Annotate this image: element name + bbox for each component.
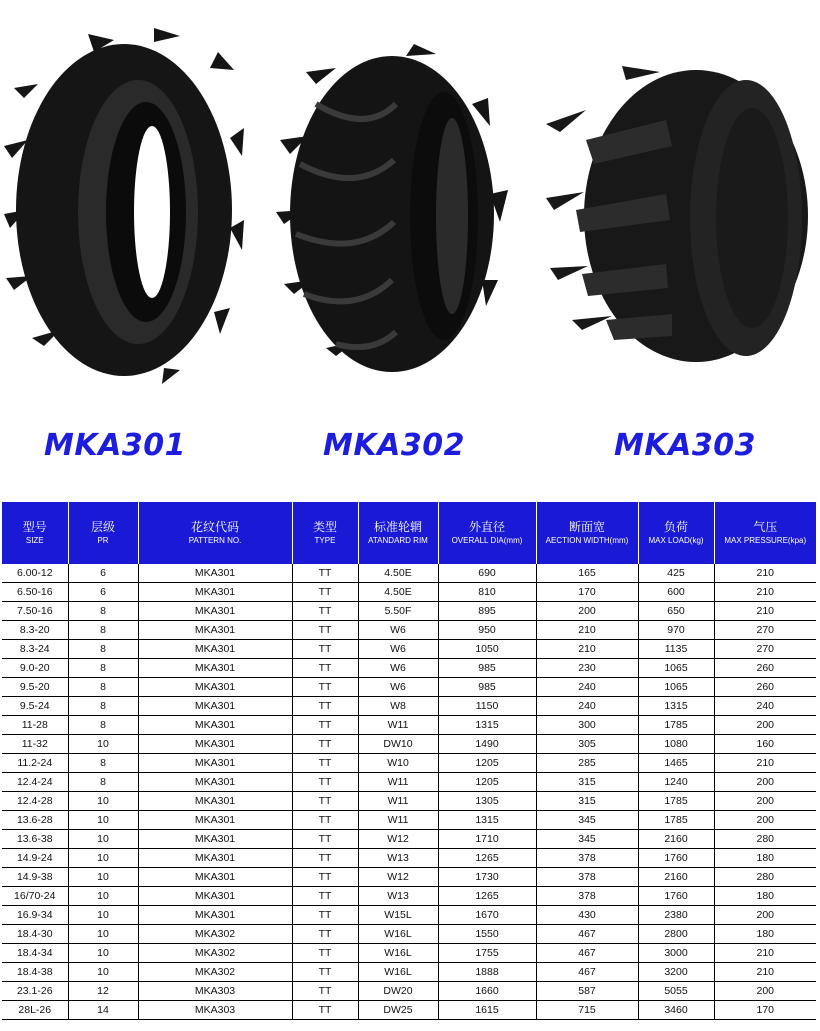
cell-section-width: 210	[536, 640, 638, 659]
cell-section-width: 170	[536, 583, 638, 602]
cell-max-load: 1785	[638, 792, 714, 811]
tire-mka302-image	[276, 44, 508, 384]
cell-max-pressure: 260	[714, 659, 816, 678]
cell-max-pressure: 270	[714, 621, 816, 640]
cell-pattern: MKA301	[138, 792, 292, 811]
cell-max-pressure: 200	[714, 982, 816, 1001]
cell-type: TT	[292, 602, 358, 621]
cell-type: TT	[292, 1001, 358, 1020]
cell-pattern: MKA301	[138, 659, 292, 678]
cell-pr: 10	[68, 735, 138, 754]
cell-size: 18.4-38	[2, 963, 68, 982]
cell-pattern: MKA301	[138, 697, 292, 716]
cell-rim: W8	[358, 697, 438, 716]
cell-pr: 10	[68, 925, 138, 944]
cell-pr: 10	[68, 868, 138, 887]
header-overall-dia	[438, 502, 536, 564]
cell-section-width: 345	[536, 830, 638, 849]
cell-type: TT	[292, 659, 358, 678]
cell-size: 8.3-24	[2, 640, 68, 659]
cell-overall-dia: 950	[438, 621, 536, 640]
cell-type: TT	[292, 735, 358, 754]
cell-max-pressure: 240	[714, 697, 816, 716]
cell-section-width: 378	[536, 887, 638, 906]
table-row	[2, 678, 816, 697]
cell-max-pressure: 180	[714, 925, 816, 944]
cell-overall-dia: 1670	[438, 906, 536, 925]
cell-max-pressure: 210	[714, 583, 816, 602]
table-row	[2, 792, 816, 811]
cell-rim: W16L	[358, 944, 438, 963]
cell-pr: 8	[68, 754, 138, 773]
cell-pattern: MKA301	[138, 754, 292, 773]
cell-max-pressure: 210	[714, 963, 816, 982]
cell-size: 11-28	[2, 716, 68, 735]
cell-section-width: 165	[536, 564, 638, 583]
cell-type: TT	[292, 906, 358, 925]
cell-pattern: MKA301	[138, 678, 292, 697]
table-row	[2, 963, 816, 982]
header-cn: 负荷	[663, 519, 688, 534]
cell-rim: W15L	[358, 906, 438, 925]
cell-pattern: MKA301	[138, 583, 292, 602]
cell-pr: 10	[68, 849, 138, 868]
table-row	[2, 640, 816, 659]
cell-max-load: 600	[638, 583, 714, 602]
cell-max-load: 1785	[638, 811, 714, 830]
cell-section-width: 467	[536, 925, 638, 944]
header-en: PR	[97, 536, 109, 546]
header-pattern	[138, 502, 292, 564]
table-row	[2, 906, 816, 925]
cell-overall-dia: 1150	[438, 697, 536, 716]
table-row	[2, 925, 816, 944]
cell-type: TT	[292, 621, 358, 640]
cell-section-width: 305	[536, 735, 638, 754]
cell-max-load: 2160	[638, 830, 714, 849]
header-en: AECTION WIDTH(mm)	[545, 536, 629, 546]
cell-type: TT	[292, 849, 358, 868]
cell-max-load: 1760	[638, 887, 714, 906]
cell-max-load: 1135	[638, 640, 714, 659]
cell-section-width: 315	[536, 773, 638, 792]
header-cn: 标准轮辋	[373, 519, 422, 534]
cell-overall-dia: 690	[438, 564, 536, 583]
cell-type: TT	[292, 754, 358, 773]
cell-section-width: 467	[536, 963, 638, 982]
table-row	[2, 621, 816, 640]
cell-section-width: 230	[536, 659, 638, 678]
cell-rim: 4.50E	[358, 564, 438, 583]
cell-overall-dia: 1615	[438, 1001, 536, 1020]
cell-overall-dia: 1265	[438, 887, 536, 906]
cell-size: 6.00-12	[2, 564, 68, 583]
cell-section-width: 378	[536, 849, 638, 868]
cell-pattern: MKA301	[138, 887, 292, 906]
cell-pr: 12	[68, 982, 138, 1001]
cell-max-pressure: 200	[714, 811, 816, 830]
cell-section-width: 467	[536, 944, 638, 963]
cell-overall-dia: 1755	[438, 944, 536, 963]
header-cn: 花纹代码	[190, 519, 239, 534]
cell-rim: W12	[358, 830, 438, 849]
cell-pattern: MKA301	[138, 906, 292, 925]
cell-rim: W6	[358, 678, 438, 697]
cell-max-load: 3000	[638, 944, 714, 963]
cell-pattern: MKA301	[138, 773, 292, 792]
cell-section-width: 378	[536, 868, 638, 887]
cell-rim: W13	[358, 887, 438, 906]
cell-pattern: MKA303	[138, 1001, 292, 1020]
cell-size: 7.50-16	[2, 602, 68, 621]
header-cn: 断面宽	[568, 519, 605, 534]
cell-type: TT	[292, 944, 358, 963]
header-en: MAX LOAD(kg)	[648, 536, 704, 546]
cell-size: 12.4-28	[2, 792, 68, 811]
cell-pr: 10	[68, 830, 138, 849]
table-row	[2, 982, 816, 1001]
cell-overall-dia: 1205	[438, 754, 536, 773]
cell-overall-dia: 1050	[438, 640, 536, 659]
cell-size: 6.50-16	[2, 583, 68, 602]
cell-overall-dia: 1490	[438, 735, 536, 754]
cell-pattern: MKA301	[138, 849, 292, 868]
cell-overall-dia: 1660	[438, 982, 536, 1001]
cell-size: 11.2-24	[2, 754, 68, 773]
cell-pattern: MKA303	[138, 982, 292, 1001]
cell-size: 13.6-28	[2, 811, 68, 830]
cell-pattern: MKA302	[138, 925, 292, 944]
cell-max-load: 970	[638, 621, 714, 640]
cell-max-load: 2380	[638, 906, 714, 925]
cell-pr: 8	[68, 602, 138, 621]
cell-max-load: 3200	[638, 963, 714, 982]
cell-pr: 8	[68, 621, 138, 640]
cell-section-width: 210	[536, 621, 638, 640]
cell-type: TT	[292, 811, 358, 830]
cell-size: 9.5-24	[2, 697, 68, 716]
cell-rim: DW10	[358, 735, 438, 754]
cell-max-pressure: 180	[714, 849, 816, 868]
cell-max-pressure: 280	[714, 830, 816, 849]
cell-overall-dia: 895	[438, 602, 536, 621]
cell-size: 18.4-34	[2, 944, 68, 963]
table-row	[2, 697, 816, 716]
header-en: SIZE	[25, 536, 44, 546]
cell-size: 8.3-20	[2, 621, 68, 640]
cell-section-width: 285	[536, 754, 638, 773]
cell-max-load: 650	[638, 602, 714, 621]
cell-rim: W6	[358, 659, 438, 678]
cell-pr: 10	[68, 963, 138, 982]
cell-overall-dia: 985	[438, 678, 536, 697]
cell-max-load: 1065	[638, 678, 714, 697]
model-label-mka302: MKA302	[323, 428, 465, 463]
cell-pattern: MKA301	[138, 868, 292, 887]
cell-max-load: 3460	[638, 1001, 714, 1020]
cell-max-pressure: 200	[714, 792, 816, 811]
cell-size: 23.1-26	[2, 982, 68, 1001]
cell-type: TT	[292, 868, 358, 887]
cell-section-width: 315	[536, 792, 638, 811]
cell-pr: 10	[68, 944, 138, 963]
cell-overall-dia: 1205	[438, 773, 536, 792]
cell-type: TT	[292, 773, 358, 792]
header-section-width	[536, 502, 638, 564]
header-type	[292, 502, 358, 564]
cell-overall-dia: 1710	[438, 830, 536, 849]
cell-max-pressure: 210	[714, 944, 816, 963]
cell-size: 16.9-34	[2, 906, 68, 925]
cell-max-load: 1315	[638, 697, 714, 716]
cell-max-load: 2800	[638, 925, 714, 944]
cell-max-load: 1080	[638, 735, 714, 754]
header-en: OVERALL DIA(mm)	[451, 536, 523, 546]
cell-type: TT	[292, 564, 358, 583]
cell-max-load: 2160	[638, 868, 714, 887]
cell-section-width: 345	[536, 811, 638, 830]
cell-pattern: MKA301	[138, 830, 292, 849]
cell-overall-dia: 1730	[438, 868, 536, 887]
cell-overall-dia: 1550	[438, 925, 536, 944]
header-en: PATTERN NO.	[188, 536, 242, 546]
cell-pr: 10	[68, 811, 138, 830]
model-label-mka301: MKA301	[44, 428, 186, 463]
cell-pattern: MKA301	[138, 621, 292, 640]
cell-type: TT	[292, 583, 358, 602]
cell-max-pressure: 160	[714, 735, 816, 754]
table-row	[2, 887, 816, 906]
model-label-mka303: MKA303	[614, 428, 756, 463]
cell-pr: 10	[68, 887, 138, 906]
header-size	[2, 502, 68, 564]
header-cn: 类型	[312, 519, 337, 534]
cell-max-pressure: 180	[714, 887, 816, 906]
cell-type: TT	[292, 830, 358, 849]
cell-section-width: 240	[536, 678, 638, 697]
cell-type: TT	[292, 792, 358, 811]
cell-pr: 8	[68, 659, 138, 678]
table-row	[2, 564, 816, 583]
cell-size: 14.9-24	[2, 849, 68, 868]
cell-size: 11-32	[2, 735, 68, 754]
cell-rim: W11	[358, 811, 438, 830]
cell-max-load: 1760	[638, 849, 714, 868]
cell-size: 13.6-38	[2, 830, 68, 849]
tire-mka301-image	[4, 28, 244, 388]
cell-rim: W12	[358, 868, 438, 887]
cell-rim: W11	[358, 773, 438, 792]
cell-pattern: MKA301	[138, 640, 292, 659]
cell-overall-dia: 1315	[438, 811, 536, 830]
cell-section-width: 430	[536, 906, 638, 925]
header-en: ATANDARD RIM	[368, 536, 428, 546]
cell-max-pressure: 200	[714, 906, 816, 925]
cell-pattern: MKA302	[138, 963, 292, 982]
table-row	[2, 830, 816, 849]
table-row	[2, 602, 816, 621]
cell-rim: W6	[358, 621, 438, 640]
cell-pr: 10	[68, 906, 138, 925]
cell-pr: 10	[68, 792, 138, 811]
table-row	[2, 944, 816, 963]
cell-size: 28L-26	[2, 1001, 68, 1020]
header-cn: 气压	[753, 519, 778, 534]
cell-max-pressure: 280	[714, 868, 816, 887]
cell-max-pressure: 200	[714, 716, 816, 735]
cell-overall-dia: 985	[438, 659, 536, 678]
cell-type: TT	[292, 678, 358, 697]
cell-type: TT	[292, 716, 358, 735]
cell-pr: 8	[68, 716, 138, 735]
cell-section-width: 300	[536, 716, 638, 735]
header-pr	[68, 502, 138, 564]
cell-pr: 14	[68, 1001, 138, 1020]
cell-pattern: MKA301	[138, 564, 292, 583]
cell-section-width: 715	[536, 1001, 638, 1020]
cell-max-pressure: 200	[714, 773, 816, 792]
cell-pr: 6	[68, 564, 138, 583]
cell-rim: 5.50F	[358, 602, 438, 621]
cell-max-load: 1240	[638, 773, 714, 792]
cell-size: 12.4-24	[2, 773, 68, 792]
header-max-load	[638, 502, 714, 564]
table-row	[2, 583, 816, 602]
cell-max-load: 1465	[638, 754, 714, 773]
table-row	[2, 716, 816, 735]
cell-pattern: MKA301	[138, 602, 292, 621]
table-row	[2, 1001, 816, 1020]
table-row	[2, 868, 816, 887]
cell-size: 9.5-20	[2, 678, 68, 697]
cell-max-load: 1065	[638, 659, 714, 678]
table-row	[2, 659, 816, 678]
cell-rim: DW25	[358, 1001, 438, 1020]
tire-mka303-image	[546, 60, 810, 370]
spec-table-header	[2, 502, 816, 564]
cell-pr: 8	[68, 773, 138, 792]
cell-max-load: 1785	[638, 716, 714, 735]
cell-pattern: MKA302	[138, 944, 292, 963]
table-row	[2, 735, 816, 754]
cell-rim: W16L	[358, 925, 438, 944]
cell-type: TT	[292, 925, 358, 944]
cell-type: TT	[292, 982, 358, 1001]
cell-type: TT	[292, 697, 358, 716]
cell-max-pressure: 210	[714, 602, 816, 621]
cell-max-load: 425	[638, 564, 714, 583]
table-row	[2, 849, 816, 868]
cell-rim: W11	[358, 716, 438, 735]
cell-pattern: MKA301	[138, 735, 292, 754]
cell-pr: 8	[68, 640, 138, 659]
cell-overall-dia: 1265	[438, 849, 536, 868]
cell-max-pressure: 210	[714, 754, 816, 773]
cell-overall-dia: 1315	[438, 716, 536, 735]
cell-type: TT	[292, 963, 358, 982]
cell-max-pressure: 270	[714, 640, 816, 659]
cell-max-pressure: 210	[714, 564, 816, 583]
header-en: MAX PRESSURE(kpa)	[724, 536, 807, 546]
header-cn: 外直径	[468, 519, 505, 534]
cell-overall-dia: 1305	[438, 792, 536, 811]
cell-section-width: 240	[536, 697, 638, 716]
cell-type: TT	[292, 640, 358, 659]
cell-rim: W11	[358, 792, 438, 811]
cell-max-pressure: 170	[714, 1001, 816, 1020]
cell-rim: W16L	[358, 963, 438, 982]
cell-rim: DW20	[358, 982, 438, 1001]
cell-size: 14.9-38	[2, 868, 68, 887]
header-rim	[358, 502, 438, 564]
header-cn: 层级	[90, 519, 115, 534]
cell-rim: W13	[358, 849, 438, 868]
product-images	[0, 0, 820, 500]
spec-table-body	[2, 564, 816, 1020]
cell-section-width: 200	[536, 602, 638, 621]
cell-size: 9.0-20	[2, 659, 68, 678]
cell-rim: 4.50E	[358, 583, 438, 602]
table-row	[2, 773, 816, 792]
cell-max-pressure: 260	[714, 678, 816, 697]
cell-rim: W6	[358, 640, 438, 659]
header-cn: 型号	[22, 519, 47, 534]
cell-overall-dia: 1888	[438, 963, 536, 982]
cell-section-width: 587	[536, 982, 638, 1001]
cell-pattern: MKA301	[138, 716, 292, 735]
cell-pr: 6	[68, 583, 138, 602]
cell-rim: W10	[358, 754, 438, 773]
cell-size: 18.4-30	[2, 925, 68, 944]
header-en: TYPE	[314, 536, 336, 546]
cell-max-load: 5055	[638, 982, 714, 1001]
spec-table	[2, 502, 816, 1020]
header-max-pressure	[714, 502, 816, 564]
cell-size: 16/70-24	[2, 887, 68, 906]
cell-pattern: MKA301	[138, 811, 292, 830]
cell-pr: 8	[68, 697, 138, 716]
cell-overall-dia: 810	[438, 583, 536, 602]
table-row	[2, 811, 816, 830]
cell-type: TT	[292, 887, 358, 906]
table-row	[2, 754, 816, 773]
cell-pr: 8	[68, 678, 138, 697]
